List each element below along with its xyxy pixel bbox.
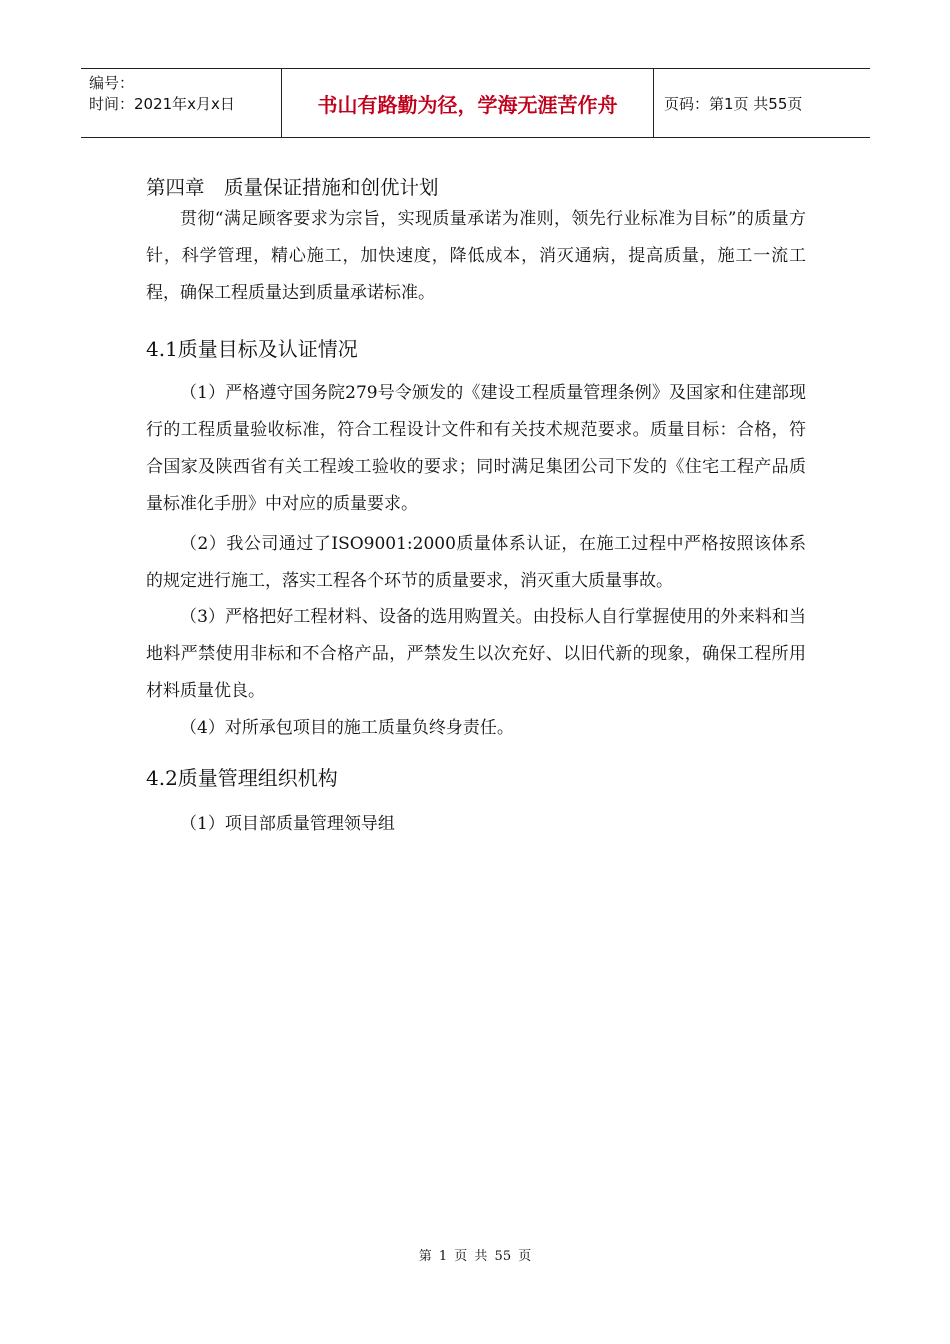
item-paragraph-2: （2）我公司通过了ISO9001:2000质量体系认证，在施工过程中严格按照该体系的规定进行施工，落实工程各个环节的质量要求，消灭重大质量事故。 — [146, 534, 806, 591]
intro-paragraph: 贯彻“满足顾客要求为宗旨，实现质量承诺为准则，领先行业标准为目标”的质量方针，科学管理，精心施工，加快速度，降低成本，消灭通病，提高质量，施工一流工程，确保工程质量达到质量承诺标准。 — [146, 209, 806, 303]
header-page-info: 页码：第1页 共55页 — [664, 94, 803, 113]
section-heading-4-2: 4.2质量管理组织机构 — [146, 766, 338, 790]
time-label: 时间：2021年x月x日 — [89, 95, 235, 113]
item-paragraph-1: （1）严格遵守国务院279号令颁发的《建设工程质量管理条例》及国家和住建部现行的工程质量验收标准，符合工程设计文件和有关技术规范要求。质量目标：合格，符合国家及陕西省有关工程竣工验收的要求；同时满足集团公司下发的《住宅工程产品质量标准化手册》中对应的质量要求。 — [146, 383, 806, 514]
serial-number-label: 编号： — [89, 74, 135, 92]
item-paragraph-3: （3）严格把好工程材料、设备的选用购置关。由投标人自行掌握使用的外来料和当地料严禁使用非标和不合格产品，严禁发生以次充好、以旧代新的现象，确保工程所用材料质量优良。 — [146, 607, 806, 701]
item-paragraph-4: （4）对所承包项目的施工质量负终身责任。 — [180, 718, 514, 738]
header-info-cell — [81, 69, 281, 137]
document-header — [81, 68, 870, 138]
header-motto: 书山有路勤为径，学海无涯苦作舟 — [281, 69, 654, 137]
section-heading-4-1: 4.1质量目标及认证情况 — [146, 337, 358, 361]
item-paragraph-5: （1）项目部质量管理领导组 — [180, 814, 395, 834]
chapter-title: 第四章 质量保证措施和创优计划 — [146, 176, 439, 199]
page-footer: 第 1 页 共 55 页 — [418, 1249, 532, 1264]
